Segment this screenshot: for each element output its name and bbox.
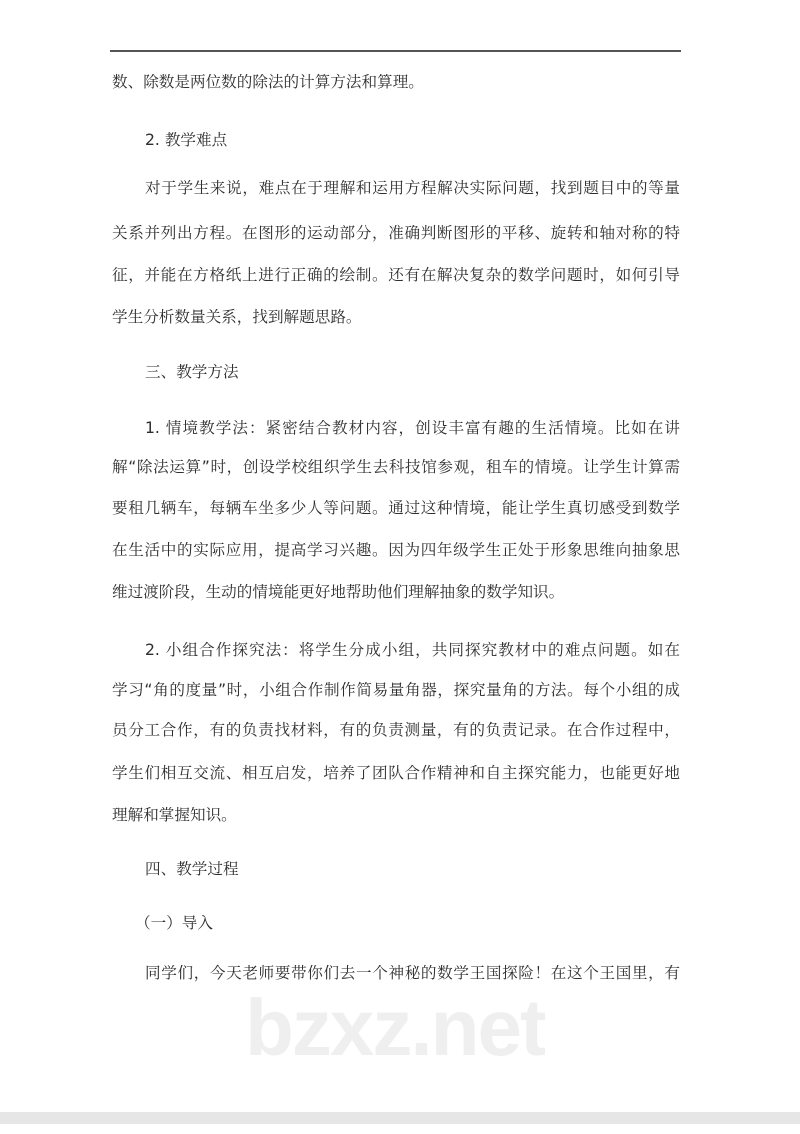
heading-process: 四、教学过程 [145, 860, 239, 878]
text-line: 理解和掌握知识。 [112, 806, 237, 824]
text-line: 要租几辆车，每辆车坐多少人等问题。通过这种情境，能让学生真切感受到数学 [112, 499, 680, 517]
heading-difficulties: 2. 教学难点 [145, 131, 228, 149]
text-line: 关系并列出方程。在图形的运动部分，准确判断图形的平移、旋转和轴对称的特 [112, 224, 680, 242]
page-gap [0, 1112, 800, 1124]
text-line: 对于学生来说，难点在于理解和运用方程解决实际问题，找到题目中的等量 [145, 179, 680, 197]
heading-intro: （一）导入 [135, 914, 213, 932]
text-line: 2. 小组合作探究法：将学生分成小组，共同探究教材中的难点问题。如在 [145, 641, 680, 659]
watermark: bzxz.net [245, 996, 545, 1060]
text-line: 解“除法运算”时，创设学校组织学生去科技馆参观，租车的情境。让学生计算需 [112, 458, 680, 476]
heading-methods: 三、教学方法 [145, 363, 239, 381]
text-line: 征，并能在方格纸上进行正确的绘制。还有在解决复杂的数学问题时，如何引导 [112, 266, 680, 284]
text-line: 员分工合作，有的负责找材料，有的负责测量，有的负责记录。在合作过程中， [112, 721, 680, 739]
header-rule [110, 50, 681, 52]
text-line: 在生活中的实际应用，提高学习兴趣。因为四年级学生正处于形象思维向抽象思 [112, 541, 680, 559]
text-line: 1. 情境教学法：紧密结合教材内容，创设丰富有趣的生活情境。比如在讲 [145, 419, 680, 437]
next-page [0, 1124, 800, 1134]
text-line: 学生们相互交流、相互启发，培养了团队合作精神和自主探究能力，也能更好地 [112, 764, 680, 782]
text-line: 学生分析数量关系，找到解题思路。 [112, 308, 362, 326]
text-line: 同学们，今天老师要带你们去一个神秘的数学王国探险！在这个王国里，有 [145, 964, 680, 982]
text-line: 维过渡阶段，生动的情境能更好地帮助他们理解抽象的数学知识。 [112, 583, 565, 601]
text-line: 数、除数是两位数的除法的计算方法和算理。 [112, 73, 424, 91]
text-line: 学习“角的度量”时，小组合作制作简易量角器，探究量角的方法。每个小组的成 [112, 681, 680, 699]
